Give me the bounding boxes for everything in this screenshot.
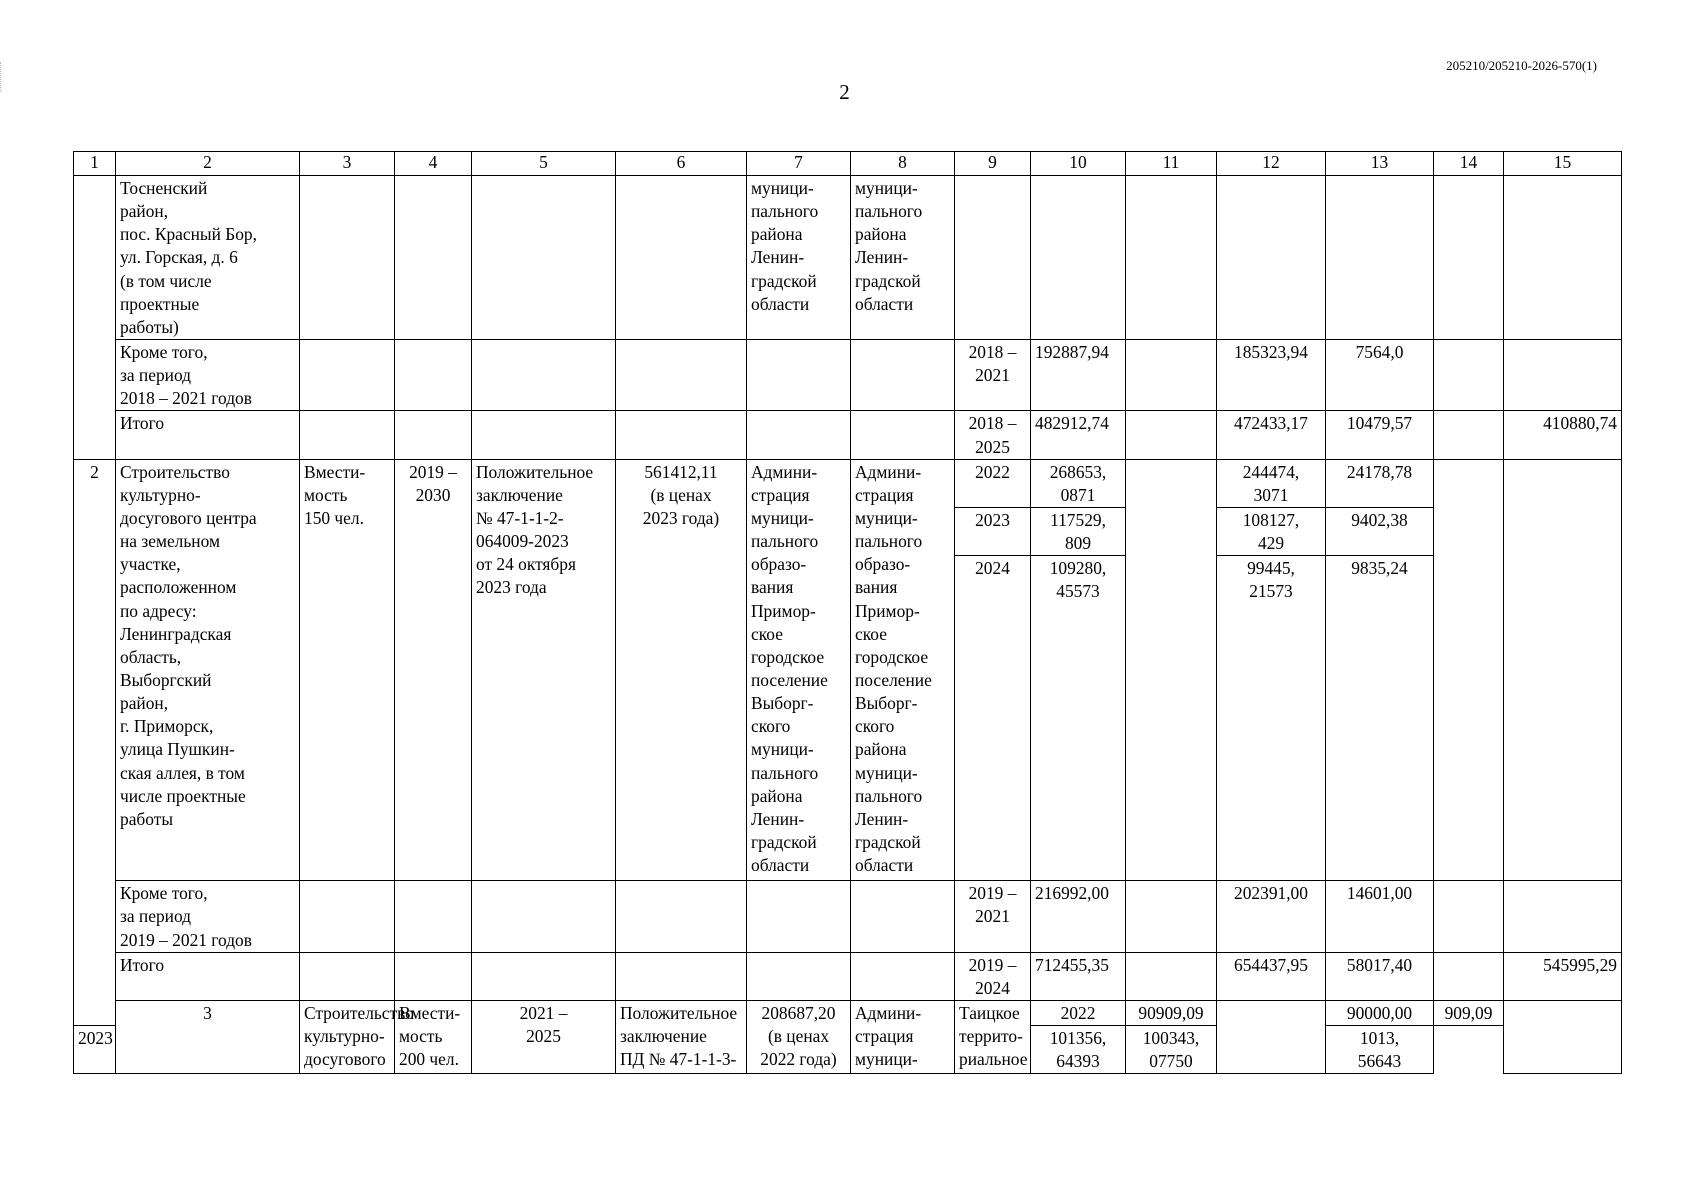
table-row xyxy=(74,881,1622,952)
local-cell: 14601,00 xyxy=(1326,881,1434,952)
capacity-cell xyxy=(300,176,395,340)
total-cell: 216992,00 xyxy=(1031,881,1126,952)
estimate-cell xyxy=(616,411,747,459)
capacity-cell xyxy=(300,411,395,459)
federal-cell xyxy=(1126,459,1217,881)
total-cell: 192887,94 xyxy=(1031,340,1126,411)
year-cell: 2019 – 2024 xyxy=(955,952,1031,1000)
period-cell: 2019 – 2030 xyxy=(395,459,472,881)
table-row xyxy=(74,340,1622,411)
developer-cell: Таицкое террито- риальное xyxy=(955,1000,1031,1073)
header-cell: 8 xyxy=(851,152,955,176)
page-number: 2 xyxy=(839,80,850,104)
estimate-cell: 208687,20 (в ценах 2022 года) xyxy=(747,1000,851,1073)
customer-cell: муници- пального района Ленин- градской области xyxy=(747,176,851,340)
regional-cell: 654437,95 xyxy=(1217,952,1326,1000)
federal-cell xyxy=(1126,176,1217,340)
local-cell: 9835,24 xyxy=(1326,556,1434,881)
header-cell: 15 xyxy=(1504,152,1622,176)
table-row xyxy=(74,459,1622,507)
local-cell: 9402,38 xyxy=(1326,507,1434,555)
local-cell: 1013, 56643 xyxy=(1326,1026,1434,1074)
local-cell: 909,09 xyxy=(1434,1000,1504,1025)
regional-cell xyxy=(1217,176,1326,340)
capacity-cell xyxy=(300,881,395,952)
limit-cell xyxy=(1504,459,1622,881)
budget-table xyxy=(73,151,1622,1074)
limit-cell xyxy=(1504,881,1622,952)
limit-cell: 545995,29 xyxy=(1504,952,1622,1000)
header-cell: 10 xyxy=(1031,152,1126,176)
header-cell: 11 xyxy=(1126,152,1217,176)
table-row xyxy=(74,176,1622,340)
federal-cell xyxy=(1126,340,1217,411)
header-cell: 3 xyxy=(300,152,395,176)
header-cell: 7 xyxy=(747,152,851,176)
year-cell: 2018 – 2025 xyxy=(955,411,1031,459)
year-cell: 2019 – 2021 xyxy=(955,881,1031,952)
period-cell xyxy=(395,176,472,340)
estimate-cell xyxy=(616,340,747,411)
capacity-cell: Вмести- мость 200 чел. xyxy=(395,1000,472,1073)
row-number-cell: 3 xyxy=(116,1000,300,1073)
limit-cell: 410880,74 xyxy=(1504,411,1622,459)
table-row xyxy=(74,952,1622,1000)
customer-cell: Админи- страция муници- xyxy=(851,1000,955,1073)
object-description-cell: Тосненский район, пос. Красный Бор, ул. Горская, д. 6 (в том числе проектные работы) xyxy=(116,176,300,340)
regional-cell: 202391,00 xyxy=(1217,881,1326,952)
other-cell xyxy=(1434,176,1504,340)
header-cell: 9 xyxy=(955,152,1031,176)
regional-cell: 185323,94 xyxy=(1217,340,1326,411)
other-cell xyxy=(1504,1000,1622,1073)
header-cell: 2 xyxy=(116,152,300,176)
year-cell: 2023 xyxy=(955,507,1031,555)
header-cell: 13 xyxy=(1326,152,1434,176)
period-cell xyxy=(395,881,472,952)
developer-cell xyxy=(851,411,955,459)
local-cell: 7564,0 xyxy=(1326,340,1434,411)
regional-cell: 108127, 429 xyxy=(1217,507,1326,555)
conclusion-cell xyxy=(472,881,616,952)
capacity-cell xyxy=(300,340,395,411)
total-cell: 117529, 809 xyxy=(1031,507,1126,555)
year-cell xyxy=(955,176,1031,340)
year-cell: 2022 xyxy=(955,459,1031,507)
developer-cell xyxy=(851,340,955,411)
limit-cell xyxy=(1504,176,1622,340)
developer-cell: Админи- страция муници- пального образо- вания Примор- ское городское поселение Выборг- ского района муници- пального Ленин- градской области xyxy=(851,459,955,881)
header-cell: 14 xyxy=(1434,152,1504,176)
table-row xyxy=(74,1000,1622,1025)
developer-cell xyxy=(851,952,955,1000)
header-cell: 12 xyxy=(1217,152,1326,176)
object-description-cell: Итого xyxy=(116,411,300,459)
developer-cell: муници- пального района Ленин- градской области xyxy=(851,176,955,340)
header-cell: 1 xyxy=(74,152,116,176)
total-cell: 482912,74 xyxy=(1031,411,1126,459)
year-cell: 2024 xyxy=(955,556,1031,881)
period-cell: 2021 – 2025 xyxy=(472,1000,616,1073)
period-cell xyxy=(395,411,472,459)
customer-cell: Админи- страция муници- пального образо- вания Примор- ское городское поселение Выборг- ского муници- пального района Ленин- градской области xyxy=(747,459,851,881)
document-id: 205210/205210-2026-570(1) xyxy=(1446,58,1597,73)
regional-cell: 100343, 07750 xyxy=(1126,1026,1217,1074)
capacity-cell xyxy=(300,952,395,1000)
year-cell: 2018 – 2021 xyxy=(955,340,1031,411)
object-description-cell: Кроме того, за период 2018 – 2021 годов xyxy=(116,340,300,411)
other-cell xyxy=(1434,459,1504,881)
developer-cell xyxy=(851,881,955,952)
object-description-cell: Строительство культурно- досугового центра на земельном участке, расположенном по адресу: Ленинградская область, Выборгский район, г. Приморск, улица Пушкин- ская аллея, в том числе проектные работы xyxy=(116,459,300,881)
local-cell: 24178,78 xyxy=(1326,459,1434,507)
customer-cell xyxy=(747,340,851,411)
capacity-cell: Вмести- мость 150 чел. xyxy=(300,459,395,881)
limit-cell xyxy=(1504,340,1622,411)
row-number-cell: 2 xyxy=(74,459,116,1025)
total-cell: 90909,09 xyxy=(1126,1000,1217,1025)
estimate-cell xyxy=(616,176,747,340)
total-cell: 101356, 64393 xyxy=(1031,1026,1126,1074)
local-cell xyxy=(1326,176,1434,340)
conclusion-cell xyxy=(472,176,616,340)
regional-cell: 244474, 3071 xyxy=(1217,459,1326,507)
conclusion-cell xyxy=(472,952,616,1000)
other-cell xyxy=(1434,411,1504,459)
period-cell xyxy=(395,340,472,411)
customer-cell xyxy=(747,411,851,459)
header-cell: 5 xyxy=(472,152,616,176)
total-cell: 268653, 0871 xyxy=(1031,459,1126,507)
estimate-cell: 561412,11 (в ценах 2023 года) xyxy=(616,459,747,881)
total-cell: 712455,35 xyxy=(1031,952,1126,1000)
total-cell: 109280, 45573 xyxy=(1031,556,1126,881)
regional-cell: 472433,17 xyxy=(1217,411,1326,459)
local-cell: 58017,40 xyxy=(1326,952,1434,1000)
estimate-cell xyxy=(616,881,747,952)
row-number-cell xyxy=(74,176,116,460)
other-cell xyxy=(1434,952,1504,1000)
other-cell xyxy=(1434,340,1504,411)
year-cell: 2022 xyxy=(1031,1000,1126,1025)
customer-cell xyxy=(747,881,851,952)
federal-cell xyxy=(1217,1000,1326,1073)
header-cell: 4 xyxy=(395,152,472,176)
object-description-cell: Итого xyxy=(116,952,300,1000)
regional-cell: 90000,00 xyxy=(1326,1000,1434,1025)
period-cell xyxy=(395,952,472,1000)
conclusion-cell xyxy=(472,340,616,411)
object-description-cell: Кроме того, за период 2019 – 2021 годов xyxy=(116,881,300,952)
local-cell: 10479,57 xyxy=(1326,411,1434,459)
total-cell xyxy=(1031,176,1126,340)
estimate-cell xyxy=(616,952,747,1000)
header-cell: 6 xyxy=(616,152,747,176)
regional-cell: 99445, 21573 xyxy=(1217,556,1326,881)
header-row xyxy=(74,152,1622,176)
customer-cell xyxy=(747,952,851,1000)
other-cell xyxy=(1434,881,1504,952)
conclusion-cell: Положительное заключение № 47-1-1-2- 064009-2023 от 24 октября 2023 года xyxy=(472,459,616,881)
object-description-cell: Строительство культурно- досугового xyxy=(300,1000,395,1073)
conclusion-cell: Положительное заключение ПД № 47-1-1-3- xyxy=(616,1000,747,1073)
federal-cell xyxy=(1126,952,1217,1000)
federal-cell xyxy=(1126,411,1217,459)
table-row xyxy=(74,411,1622,459)
conclusion-cell xyxy=(472,411,616,459)
year-cell: 2023 xyxy=(74,1026,116,1074)
federal-cell xyxy=(1126,881,1217,952)
